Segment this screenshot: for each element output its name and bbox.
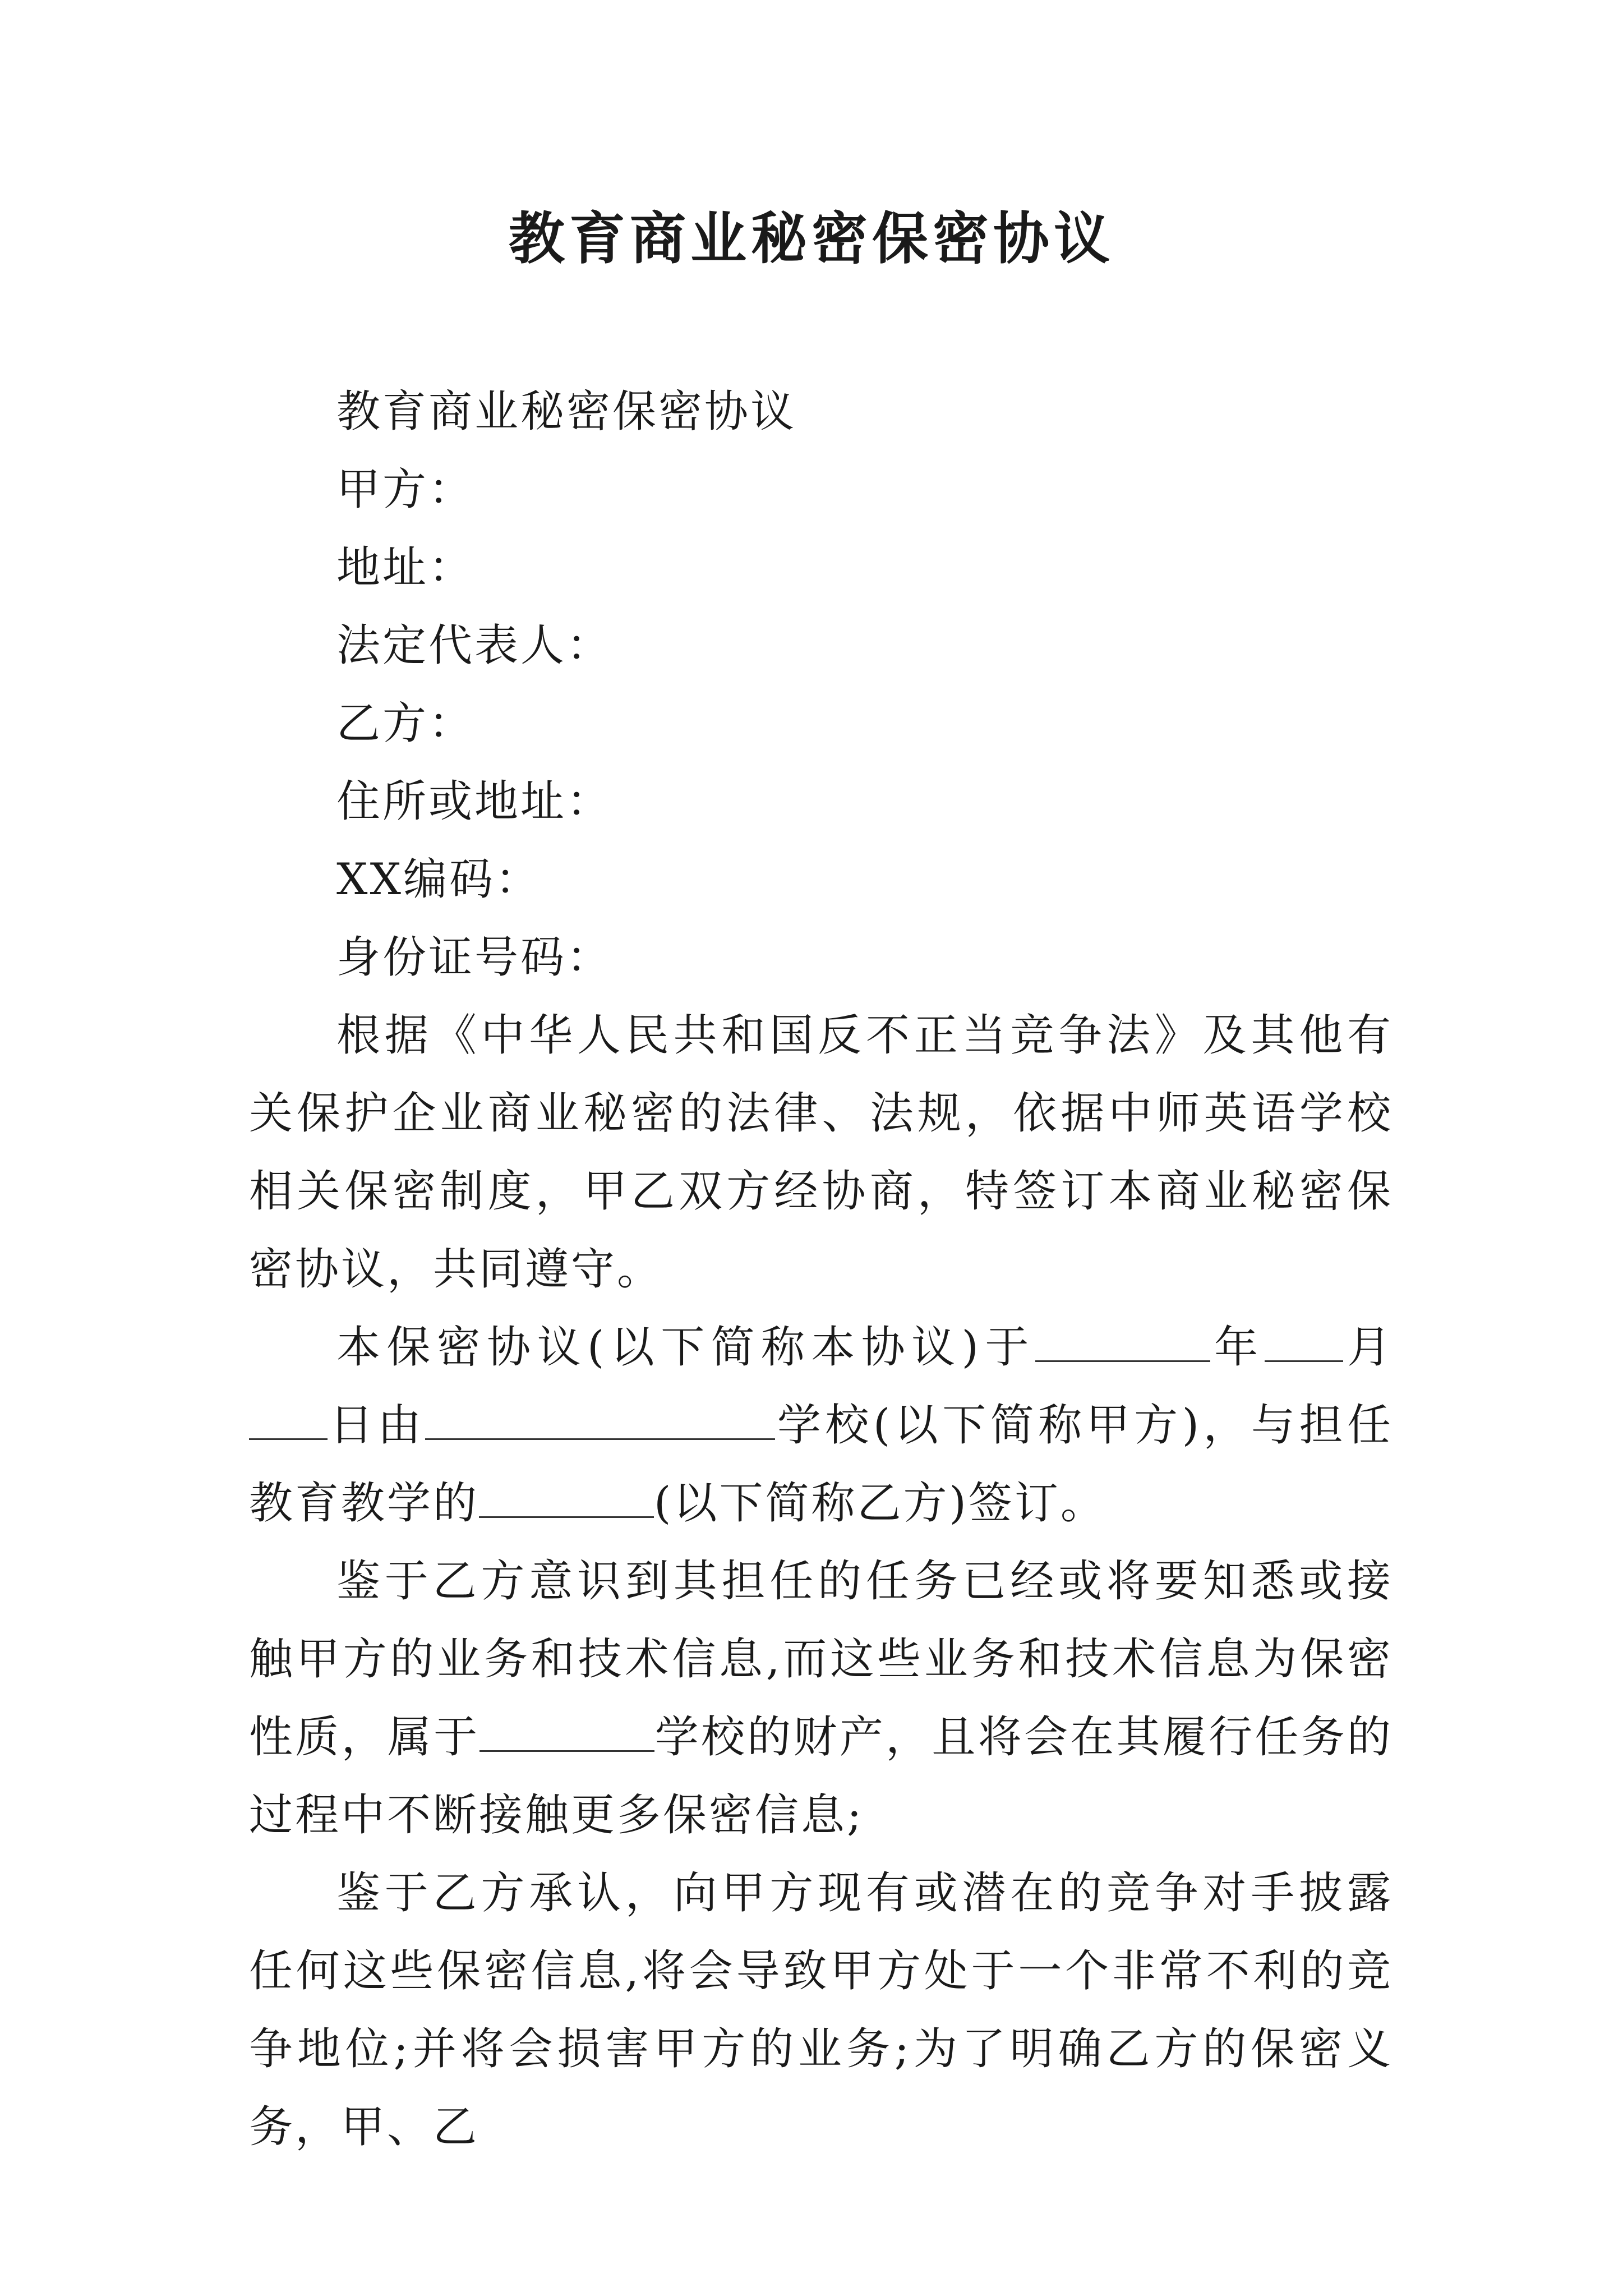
paragraph-text: 年 bbox=[1210, 1322, 1265, 1373]
field-code: XX编码： bbox=[336, 854, 542, 905]
paragraph-text: 学校(以下简称甲方)，与担任教育教学的 bbox=[249, 1400, 1393, 1529]
document-title: 教育商业秘密保密协议 bbox=[509, 205, 1114, 272]
paragraph-text: 月 bbox=[1343, 1322, 1393, 1373]
paragraph-text: 鉴于乙方意识到其担任的任务已经或将要知悉或接触甲方的业务和技术信息,而这些业务和技术信息为保密性质，属于 bbox=[249, 1556, 1393, 1763]
field-party-b: 乙方： bbox=[336, 698, 475, 749]
paragraph-text: 学校的财产，且将会在其履行任务的过程中不断接触更多保密信息; bbox=[249, 1712, 1393, 1841]
blank-month bbox=[1265, 1317, 1343, 1362]
paragraph-whereas-1 bbox=[249, 1543, 1393, 1855]
field-party-a: 甲方： bbox=[336, 464, 475, 515]
paragraph-whereas-2: 鉴于乙方承认，向甲方现有或潜在的竞争对手披露任何这些保密信息,将会导致甲方处于一个非常不利的竞争地位;并将会损害甲方的业务;为了明确乙方的保密义务，甲、乙 bbox=[249, 1868, 1393, 2152]
blank-school bbox=[425, 1395, 775, 1440]
paragraph-legal-basis: 根据《中华人民共和国反不正当竞争法》及其他有关保护企业商业秘密的法律、法规，依据中师英语学校相关保密制度，甲乙双方经协商，特签订本商业秘密保密协议，共同遵守。 bbox=[249, 1010, 1393, 1295]
paragraph-signing-date bbox=[249, 1309, 1393, 1543]
field-address: 地址： bbox=[336, 542, 475, 593]
paragraph-text: 本保密协议(以下简称本协议)于 bbox=[336, 1322, 1035, 1373]
field-id-number: 身份证号码： bbox=[336, 932, 613, 983]
paragraph-text: 日由 bbox=[328, 1400, 426, 1451]
blank-party-b bbox=[479, 1473, 654, 1518]
subtitle-line: 教育商业秘密保密协议 bbox=[336, 386, 797, 437]
field-residence: 住所或地址： bbox=[336, 776, 613, 827]
paragraph-text: (以下简称乙方)签订。 bbox=[654, 1478, 1106, 1529]
field-legal-rep: 法定代表人： bbox=[336, 620, 613, 671]
blank-school-owner bbox=[479, 1706, 654, 1752]
blank-year bbox=[1035, 1317, 1210, 1362]
blank-day bbox=[249, 1395, 328, 1440]
document-body bbox=[249, 373, 1393, 2166]
